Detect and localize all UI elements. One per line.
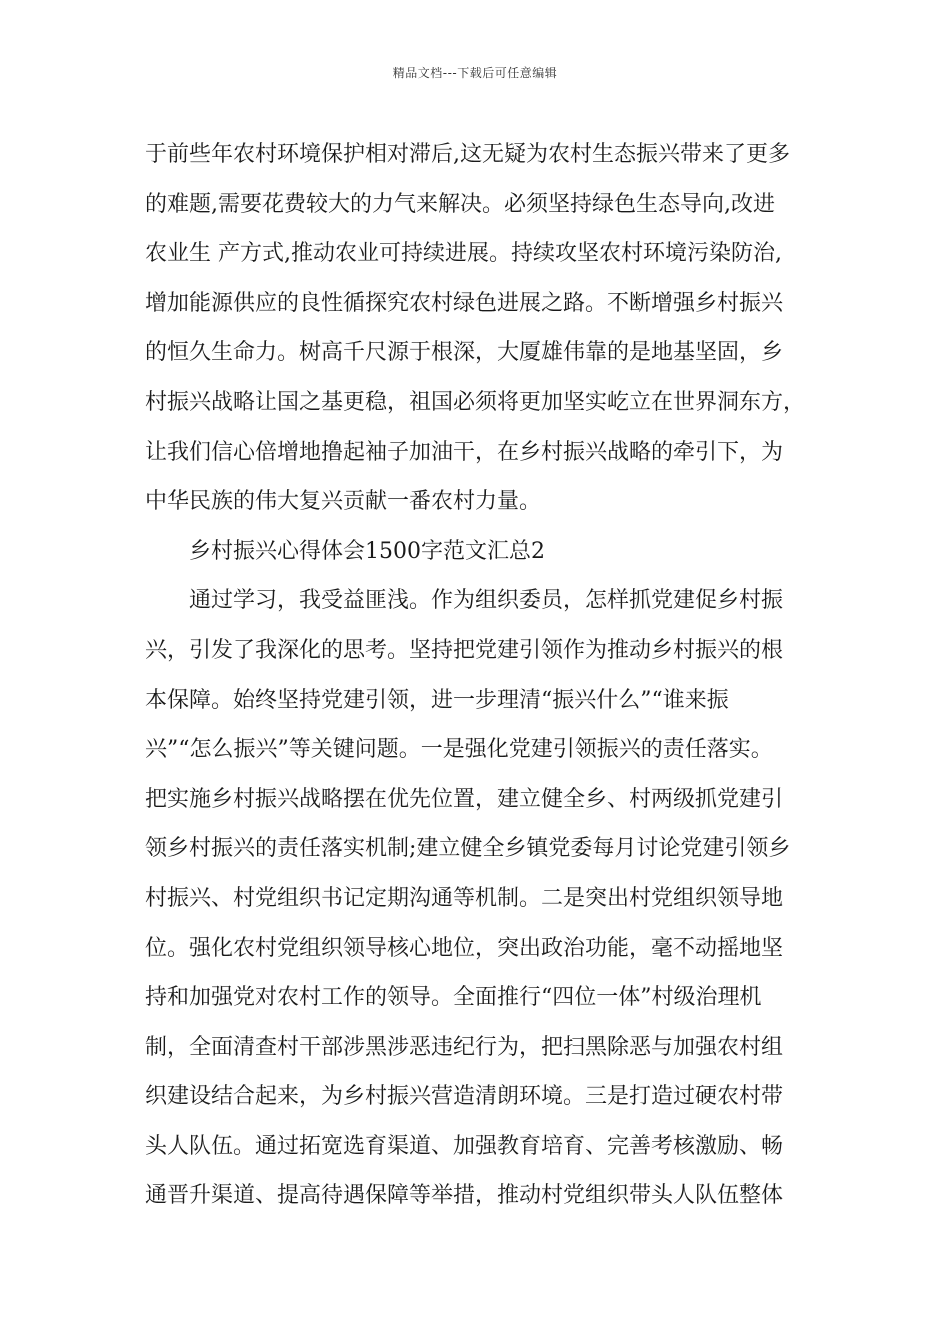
- text-line: 的难题,需要花费较大的力气来解决。必须坚持绿色生态导向,改进: [145, 191, 775, 217]
- page-header: 精品文档---下载后可任意编辑: [392, 66, 558, 80]
- text-line: 制，全面清查村干部涉黑涉恶违纪行为，把扫黑除恶与加强农村组: [145, 1034, 784, 1060]
- document-body: [145, 130, 825, 1221]
- text-line: 村振兴战略让国之基更稳，祖国必须将更加坚实屹立在世界洞东方，: [145, 389, 806, 415]
- text-line: 的恒久生命力。树高千尺源于根深，大厦雄伟靠的是地基坚固，乡: [145, 340, 784, 366]
- text-line: 让我们信心倍增地撸起袖子加油干，在乡村振兴战略的牵引下，为: [145, 439, 784, 465]
- text-line: 本保障。始终坚持党建引领，进一步理清“振兴什么”“谁来振: [145, 687, 729, 713]
- text-line: 通晋升渠道、提高待遇保障等举措，推动村党组织带头人队伍整体: [145, 1183, 784, 1209]
- text-line: 农业生 产方式,推动农业可持续进展。持续攻坚农村环境污染防治,: [145, 241, 782, 267]
- text-line: 领乡村振兴的责任落实机制;建立健全乡镇党委每月讨论党建引领乡: [145, 836, 791, 862]
- paragraph-first-line: 通过学习，我受益匪浅。作为组织委员，怎样抓党建促乡村振: [189, 588, 784, 614]
- text-line: 增加能源供应的良性循探究农村绿色进展之路。不断增强乡村振兴: [145, 290, 784, 316]
- text-line: 把实施乡村振兴战略摆在优先位置，建立健全乡、村两级抓党建引: [145, 786, 784, 812]
- text-line: 持和加强党对农村工作的领导。全面推行“四位一体”村级治理机: [145, 985, 762, 1011]
- text-line: 位。强化农村党组织领导核心地位，突出政治功能，毫不动摇地坚: [145, 935, 784, 961]
- text-line: 于前些年农村环境保护相对滞后,这无疑为农村生态振兴带来了更多: [145, 142, 790, 167]
- text-line: 中华民族的伟大复兴贡献一番农村力量。: [145, 489, 542, 515]
- text-line: 兴，引发了我深化的思考。坚持把党建引领作为推动乡村振兴的根: [145, 637, 784, 663]
- text-line: 头人队伍。通过拓宽选育渠道、加强教育培育、完善考核激励、畅: [145, 1133, 784, 1159]
- text-line: 兴”“怎么振兴”等关键问题。一是强化党建引领振兴的责任落实。: [145, 737, 773, 763]
- text-line: 织建设结合起来，为乡村振兴营造清朗环境。三是打造过硬农村带: [145, 1084, 784, 1110]
- text-line: 村振兴、村党组织书记定期沟通等机制。二是突出村党组织领导地: [145, 885, 784, 911]
- section-heading: 乡村振兴心得体会1500字范文汇总2: [189, 538, 545, 564]
